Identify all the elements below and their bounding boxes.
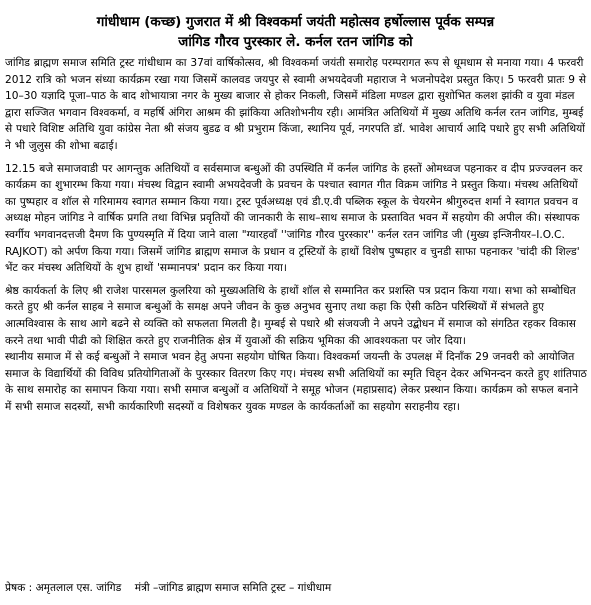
paragraph-procession: जांगिड ब्राह्मण समाज समिति ट्रस्ट गांधीधाम का 37वां वार्षिकोत्सव, श्री विश्वकर्मा जयंती समारोह परम्परागत रूप से धूमधाम से मनाया गया। 4 फरवरी 2012 रात्रि को भजन संध्या कार्यक्रम रखा गया जिसमें कालवड जयपुर से स्वामी अभयदेवजी महाराज ने भजनोपदेश प्रस्तुत किए। 5 फरवरी प्रातः 9 से 10–30 यज्ञादि पूजा–पाठ के बाद शोभायात्रा नगर के मुख्य बाजार से होकर निकली, जिसमें मंडिला मण्डल द्वारा सुशोभित कलश झांकी व युवा मंडल द्वारा सज्जित भगवान विश्वकर्मा, व महर्षि अंगिरा आश्रम की झांकिया अतिशोभनीय रही। आमंत्रित अतिथियों में मुख्य अतिथि कर्नल रतन जांगिड, मुम्बई से पधारे विशिष्ट अतिथि युवा कांग्रेस नेता श्री संजय बुडढ व श्री प्रभुराम किंजा, स्थानिय पूर्व, नगरपति डॉ. भावेश आचार्य आदि पधारे हुए सभी अतिथियों ने भी जुलुस की शोभा बढाई।: [5, 57, 586, 152]
headline-line-2: जांगिड गौरव पुरस्कार ले. कर्नल रतन जांगिड को: [178, 34, 413, 50]
headline-line-1: गांधीधाम (कच्छ) गुजरात में श्री विश्वकर्मा जयंती महोत्सव हर्षोल्लास पूर्वक सम्पन्न: [96, 14, 495, 30]
paragraph-award-ceremony: 12.15 बजे समाजवाडी पर आगन्तुक अतिथियों व सर्वसमाज बन्धुओं की उपस्थिति में कर्नल जांगिड के हस्तों ओमध्वज पहनाकर व दीप प्रज्ज्वलन कर कार्यक्रम का शुभारम्भ किया गया। मंचस्थ विद्वान स्वामी अभयदेवजी के प्रवचन के पश्चात स्वागत गीत विक्रम जांगिड ने प्रस्तुत किया। मंचस्थ अतिथियों का पुष्पहार व शॉल से गरिमामय स्वागत सम्मान किया गया। ट्रस्ट पूर्वअध्यक्ष एवं डी.ए.वी पब्लिक स्कूल के चेयरमेन श्रीगुरुदत्त शर्मा ने स्वागत प्रवचन व अध्यक्ष मोहन जांगिड ने वार्षिक प्रगति तथा विभिन्न प्रवृतियों की जानकारी के साथ–साथ समाज के प्रस्तावित भवन में सहयोग की अपील की। संस्थापक स्वर्गीय भगवानदत्तजी दैमण कि पुण्यस्मृति में दिया जाने वाला "ग्यारहवॉं ''जांगिड गौरव पुरस्कार'' कर्नल रतन जांगिड जी (मुख्य इन्जिनीयर–I.O.C. RAJKOT) को अर्पण किया गया। जिसमें जांगिड ब्राह्मण समाज के प्रधान व ट्रस्टियों के हाथों विशेष पुष्पहार व चुनडी साफा पहनाकर 'चांदी की शिल्ड' भेंट कर मंचस्थ अतिथियों के शुभ हाथों 'सम्मानपत्र' प्रदान कर किया गया।: [5, 162, 583, 275]
paragraph-closing: स्थानीय समाज में से कई बन्धुओं ने समाज भवन हेतु अपना सहयोग घोषित किया। विश्वकर्मा जयन्ती के उपलक्ष में दिनाँक 29 जनवरी को आयोजित समाज के विद्यार्थियों की विविध प्रतियोगिताओं के पुरस्कार वितरण किए गए। मंचस्थ सभी अतिथियों का स्मृति चिह्‌न देकर अभिनन्दन करते हुए शांतिपाठ के साथ समारोह का समापन किया गया। सभी समाज बन्धुओं व अतिथियों ने समूह भोजन (महाप्रसाद) लेकर प्रस्थान किया। कार्यक्रम को सफल बनाने में सभी समाज सदस्यों, सभी कार्यकारिणी सदस्यों व विशेषकर युवक मण्डल के कार्यकर्ताओं का सहयोग सराहनीय रहा।: [5, 351, 587, 413]
article-headline: [0, 0, 591, 52]
paragraph-speeches: श्रेष्ठ कार्यकर्ता के लिए श्री राजेश पारसमल कुलरिया को मुख्यअतिथि के हाथों शॉल से सम्मानित कर प्रशस्ति पत्र प्रदान किया गया। सभा को सम्बोधित करते हुए श्री कर्नल साहब ने समाज बन्धुओं के समक्ष अपने जीवन के कुछ अनुभव सुनाए तथा कहा कि ऐसी कठिन परिस्थियों में संभलते हुए आत्मविश्वास के साथ आगे बढने से व्यक्ति को सफलता मिलती है। मुम्बई से पधारे श्री संजयजी ने अपने उद्बोधन में समाज को संगठित रहकर विकास करने तथा भावी पीढी को शिक्षित करते हुए राजनीतिक क्षेत्र में युवाओं की सक्रिय भूमिका की आवश्यकता पर जोर दिया।: [5, 284, 576, 347]
article-body: [0, 52, 591, 415]
sender-signature-line: प्रेषक : अमृतलाल एस. जांगिड मंत्री –जांगिड ब्राह्मण समाज समिति ट्रस्ट – गांधीधाम: [5, 582, 332, 594]
